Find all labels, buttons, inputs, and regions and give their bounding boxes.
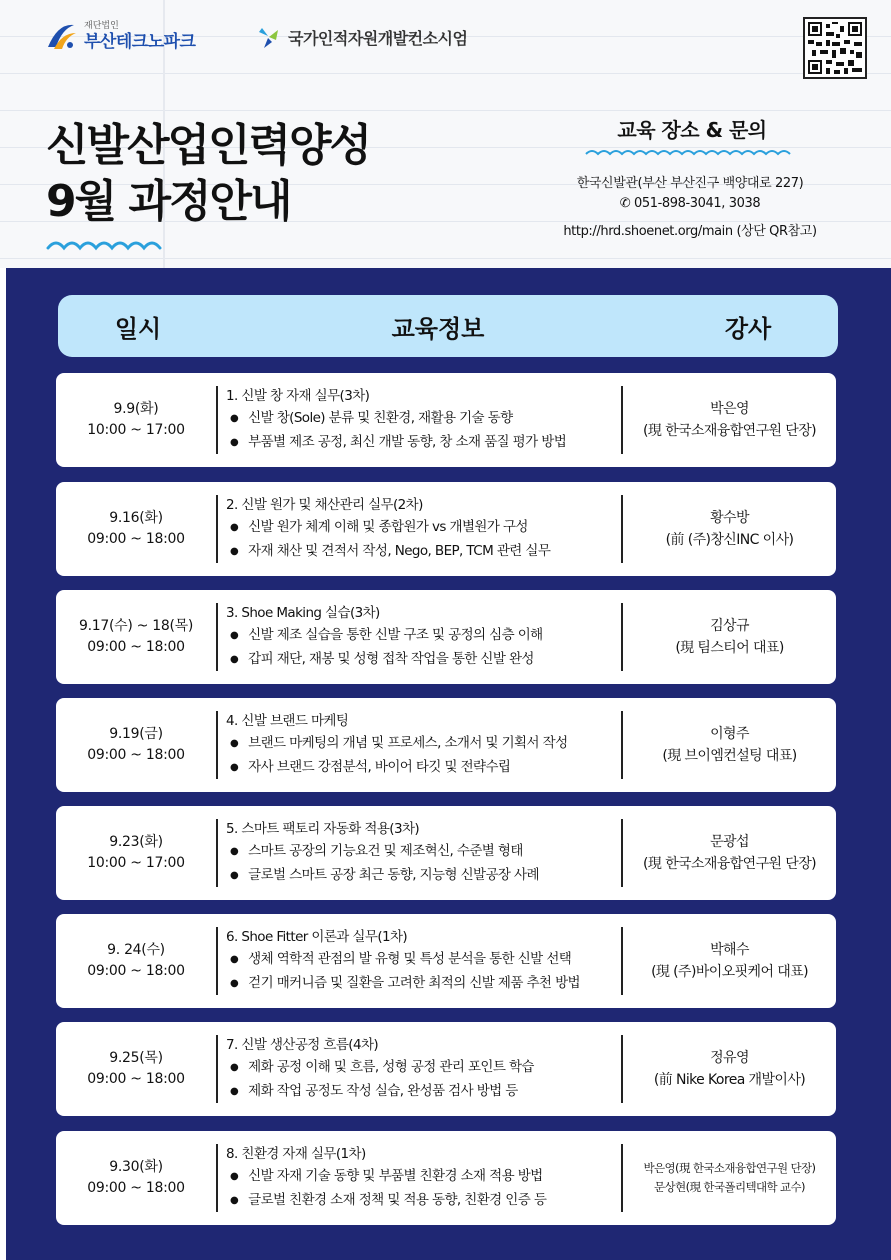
- course-date-cell: [56, 914, 216, 1008]
- wave-decoration-left: [46, 234, 166, 254]
- contact-phone-row: [540, 196, 840, 211]
- page-title: [46, 118, 370, 230]
- course-bullet: ● 글로벌 친환경 소재 정책 및 적용 동향, 친환경 인증 등: [226, 1189, 618, 1213]
- lecturer-name: 박은영(現 한국소재융합연구원 단장): [643, 1161, 816, 1175]
- course-bullet: ● 자사 브랜드 강점분석, 바이어 타깃 및 전략수립: [226, 756, 618, 780]
- course-date-cell: [56, 698, 216, 792]
- lecturer-name: 박해수: [710, 942, 749, 958]
- course-row-8: [56, 1131, 836, 1225]
- course-bullet: ● 글로벌 스마트 공장 최근 동향, 지능형 신발공장 사례: [226, 864, 618, 888]
- course-date: 9.19(금): [109, 726, 163, 742]
- lecturer-name: 문광섭: [710, 834, 749, 850]
- course-title: 5. 스마트 팩토리 자동화 적용(3차): [226, 821, 420, 837]
- wave-decoration-right: [584, 146, 794, 160]
- divider: [216, 603, 218, 671]
- program-name: 국가인적자원개발컨소시엄: [288, 28, 468, 48]
- course-date: 9.25(목): [109, 1050, 163, 1066]
- course-date: 9.30(화): [109, 1159, 163, 1175]
- course-time: 09:00 ~ 18:00: [87, 531, 185, 547]
- course-date-cell: [56, 806, 216, 900]
- course-time: 09:00 ~ 18:00: [87, 1071, 185, 1087]
- course-info-cell: [226, 1022, 618, 1116]
- course-info-cell: [226, 806, 618, 900]
- course-bullet: ● 걷기 매커니즘 및 질환을 고려한 최적의 신발 제품 추천 방법: [226, 972, 618, 996]
- course-date-cell: [56, 373, 216, 467]
- lecturer-cell: [623, 914, 836, 1008]
- consortium-logo-icon: [256, 24, 282, 50]
- course-bullet: ● 생체 역학적 관점의 발 유형 및 특성 분석을 통한 신발 선택: [226, 948, 618, 972]
- course-date-cell: [56, 482, 216, 576]
- lecturer-affiliation: (前 (주)창신INC 이사): [665, 532, 794, 548]
- contact-url[interactable]: http://hrd.shoenet.org/main (상단 QR참고): [563, 224, 817, 239]
- course-bullet: ● 자재 채산 및 견적서 작성, Nego, BEP, TCM 관련 실무: [226, 540, 618, 564]
- lecturer-name: 황수방: [710, 510, 749, 526]
- lecturer-cell: [623, 1131, 836, 1225]
- busan-technopark-logo: [44, 16, 195, 56]
- course-date: 9.16(화): [109, 510, 163, 526]
- course-info-cell: [226, 914, 618, 1008]
- course-title: 2. 신발 원가 및 채산관리 실무(2차): [226, 497, 423, 513]
- course-date: 9.17(수) ~ 18(목): [78, 618, 193, 634]
- course-date-cell: [56, 1131, 216, 1225]
- course-bullet: ● 스마트 공장의 기능요건 및 제조혁신, 수준별 형태: [226, 840, 618, 864]
- course-row-2: [56, 482, 836, 576]
- course-row-1: [56, 373, 836, 467]
- course-title: 8. 친환경 자재 실무(1차): [226, 1146, 366, 1162]
- course-bullet: ● 신발 자재 기술 동향 및 부품별 친환경 소재 적용 방법: [226, 1165, 618, 1189]
- lecturer-cell: [623, 698, 836, 792]
- course-time: 09:00 ~ 18:00: [87, 639, 185, 655]
- course-date-cell: [56, 590, 216, 684]
- lecturer-name: 정유영: [710, 1050, 749, 1066]
- lecturer-name: 이형주: [710, 726, 749, 742]
- technopark-logo-icon: [44, 19, 78, 53]
- course-info-cell: [226, 590, 618, 684]
- org-name: 부산테크노파크: [84, 31, 196, 52]
- lecturer-cell: [623, 1022, 836, 1116]
- course-title: 1. 신발 창 자재 실무(3차): [226, 388, 370, 404]
- consortium-logo: [256, 22, 467, 52]
- lecturer-cell: [623, 806, 836, 900]
- qr-code-icon: [808, 22, 862, 74]
- contact-title: 교육 장소 & 문의: [617, 118, 767, 142]
- lecturer-affiliation: (現 (주)바이오핏케어 대표): [651, 964, 808, 980]
- course-info-cell: [226, 482, 618, 576]
- course-title: 7. 신발 생산공정 흐름(4차): [226, 1037, 379, 1053]
- course-time: 10:00 ~ 17:00: [87, 422, 185, 438]
- title-line-1: 신발산업인력양성: [46, 120, 371, 171]
- lecturer-affiliation: (現 한국소재융합연구원 단장): [643, 856, 816, 872]
- course-row-5: [56, 806, 836, 900]
- course-date: 9.23(화): [109, 834, 163, 850]
- table-header: [58, 295, 838, 357]
- phone-icon: ✆: [619, 196, 631, 211]
- lecturer-cell: [623, 482, 836, 576]
- course-title: 4. 신발 브랜드 마케팅: [226, 713, 349, 729]
- lecturer-cell: [623, 590, 836, 684]
- title-line-2: 9월 과정안내: [46, 176, 291, 227]
- course-time: 10:00 ~ 17:00: [87, 855, 185, 871]
- contact-phone: 051-898-3041, 3038: [633, 196, 761, 211]
- course-bullet: ● 신발 원가 체계 이해 및 종합원가 vs 개별원가 구성: [226, 516, 618, 540]
- divider: [216, 386, 218, 454]
- course-bullet: ● 부품별 제조 공정, 최신 개발 동향, 창 소재 품질 평가 방법: [226, 431, 618, 455]
- lecturer-affiliation: (現 한국소재융합연구원 단장): [643, 423, 816, 439]
- lecturer-name: 박은영: [710, 401, 749, 417]
- course-title: 6. Shoe Fitter 이론과 실무(1차): [226, 929, 408, 945]
- course-bullet: ● 제화 공정 이해 및 흐름, 성형 공정 관리 포인트 학습: [226, 1056, 618, 1080]
- course-info-cell: [226, 373, 618, 467]
- divider: [216, 495, 218, 563]
- course-bullet: ● 브랜드 마케팅의 개념 및 프로세스, 소개서 및 기획서 작성: [226, 732, 618, 756]
- header-area: [0, 0, 891, 268]
- course-time: 09:00 ~ 18:00: [87, 963, 185, 979]
- course-row-6: [56, 914, 836, 1008]
- course-info-cell: [226, 1131, 618, 1225]
- header-info: 교육정보: [391, 314, 485, 343]
- course-row-7: [56, 1022, 836, 1116]
- org-type-label: 재단법인: [84, 20, 119, 31]
- course-row-4: [56, 698, 836, 792]
- lecturer-name: 김상규: [710, 618, 749, 634]
- lecturer-affiliation: (現 팀스티어 대표): [675, 640, 784, 656]
- lecturer-cell: [623, 373, 836, 467]
- divider: [216, 927, 218, 995]
- contact-address: 한국신발관(부산 부산진구 백양대로 227): [576, 176, 804, 191]
- course-date-cell: [56, 1022, 216, 1116]
- header-lecturer: 강사: [724, 314, 772, 343]
- qr-code[interactable]: [803, 17, 867, 79]
- divider: [216, 711, 218, 779]
- divider: [216, 1144, 218, 1212]
- course-title: 3. Shoe Making 실습(3차): [226, 605, 380, 621]
- header-date: 일시: [114, 314, 162, 343]
- lecturer-affiliation: (現 브이엠컨설팅 대표): [662, 748, 797, 764]
- divider: [216, 1035, 218, 1103]
- course-bullet: ● 신발 창(Sole) 분류 및 친환경, 재활용 기술 동향: [226, 407, 618, 431]
- lecturer-name: 문상현(現 한국폴리텍대학 교수): [654, 1180, 805, 1194]
- course-date: 9. 24(수): [107, 942, 165, 958]
- course-time: 09:00 ~ 18:00: [87, 747, 185, 763]
- course-bullet: ● 신발 제조 실습을 통한 신발 구조 및 공정의 심층 이해: [226, 624, 618, 648]
- course-bullet: ● 제화 작업 공정도 작성 실습, 완성품 검사 방법 등: [226, 1080, 618, 1104]
- course-info-cell: [226, 698, 618, 792]
- course-bullet: ● 갑피 재단, 재봉 및 성형 접착 작업을 통한 신발 완성: [226, 648, 618, 672]
- course-time: 09:00 ~ 18:00: [87, 1180, 185, 1196]
- divider: [216, 819, 218, 887]
- course-row-3: [56, 590, 836, 684]
- course-date: 9.9(화): [113, 401, 159, 417]
- lecturer-affiliation: (前 Nike Korea 개발이사): [653, 1072, 806, 1088]
